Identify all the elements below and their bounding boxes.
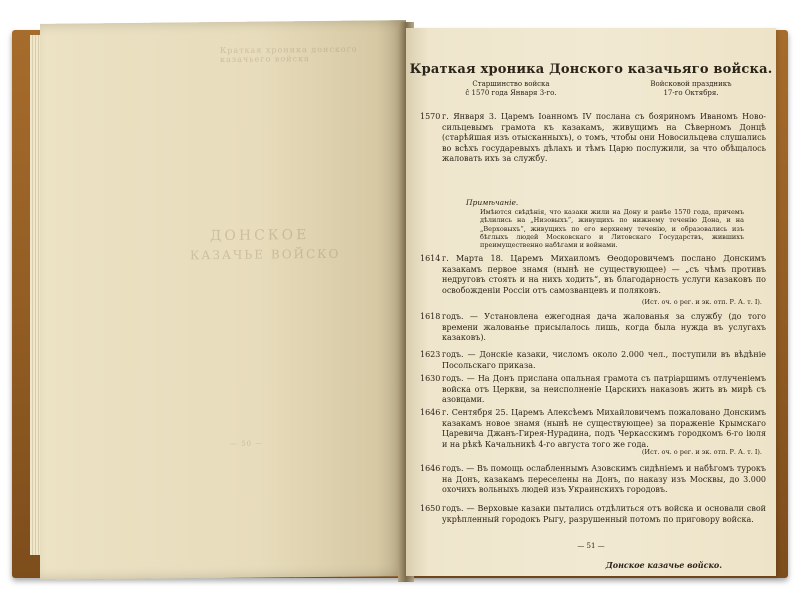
entry-year: 1623 [420, 350, 441, 359]
entry-year: 1646 [420, 464, 441, 473]
source-citation: (Ист. оч. о рег. и эк. отп. Р. А. т. I). [641, 448, 762, 456]
ghost-header: Краткая хроника донского казачьего войска [220, 44, 358, 65]
ghost-title-1: ДОНСКОЕ [210, 227, 310, 245]
entry-text: годъ. — Установлена ежегодная дача жалованья за службу (до того времени жалованье присылалось лишь, когда была нужда въ услугахъ казаковъ). [442, 312, 766, 342]
entry-text: г. Января 3. Царемъ Іоанномъ IV послана съ бояриномъ Иваномъ Ново-сильцевымъ грамота къ казакамъ, живущимъ на Сѣверномъ Донцѣ (старѣйшая изъ отысканныхъ), о томъ, чтобы они Новосильцева слушались во всѣхъ государевыхъ дѣлахъ и тѣмъ Царю послужили, за что обѣщалось жаловать ихъ за службу. [442, 112, 766, 163]
entry-year: 1618 [420, 312, 441, 321]
ghost-page-number: — 50 — [230, 439, 264, 448]
seniority-subheading: Старшинство войска с̂ 1570 года Января 3-го. [465, 80, 557, 97]
entry-year: 1650 [420, 504, 441, 513]
chronicle-entry [420, 374, 766, 406]
chronicle-entry [420, 504, 766, 525]
entry-year: 1630 [420, 374, 441, 383]
left-page [40, 20, 406, 580]
entry-text: г. Марта 18. Царемъ Михаиломъ Өеодоровичемъ послано Донскимъ казакамъ первое знамя (нынѣ не существующее) — „съ чѣмъ противъ недруговъ стоять и на нихъ ходить“, въ благодарность услуги казаковъ по освобожденіи Россіи отъ самозванцевъ и поляковъ. [442, 254, 766, 295]
running-footer: Донское казачье войско. [605, 560, 722, 570]
entry-text: годъ. — Верховые казаки пытались отдѣлиться отъ войска и основали свой укрѣпленный городокъ Рыгу, разрушенный потомъ по приговору войска. [442, 504, 766, 524]
chronicle-entry [420, 254, 766, 296]
entry-year: 1570 [420, 112, 441, 121]
chronicle-entry [420, 350, 766, 371]
holiday-subheading: Войсковой праздникъ 17-го Октября. [650, 80, 732, 97]
entry-text: г. Сентября 25. Царемъ Алексѣемъ Михайловичемъ пожаловано Донскимъ казакамъ новое знамя (нынѣ не существующее) за пораженіе Крымскаго Царевича Джанъ-Гирея-Нурадина, подъ Черкасскимъ городкомъ 6-го іюля и на рѣкѣ Качальникѣ 4-го августа того же года. [442, 408, 766, 449]
entry-text: годъ. — Донскіе казаки, числомъ около 2.000 чел., поступили въ вѣдѣніе Посольскаго приказа. [442, 350, 766, 370]
ghost-title-2: КАЗАЧЬЕ ВОЙСКО [190, 246, 341, 263]
page-title: Краткая хроника Донского казачьяго войска. [409, 62, 773, 77]
chronicle-entry [420, 408, 766, 450]
entry-year: 1614 [420, 254, 441, 263]
note-heading: Примѣчаніе. [466, 198, 519, 207]
entry-year: 1646 [420, 408, 441, 417]
chronicle-entry [420, 312, 766, 344]
chronicle-entry [420, 464, 766, 496]
page-number: — 51 — [577, 542, 605, 550]
source-citation: (Ист. оч. о рег. и эк. отп. Р. А. т. I). [641, 298, 762, 306]
note-text: Имѣются свѣдѣнія, что казаки жили на Дону и ранѣе 1570 года, причемъ дѣлились на „Низовыхъ“, живущихъ по нижнему теченію Дона, и на „Верховыхъ“, живущихъ по его верхнему теченію, и образовались изъ бѣглыхъ людей Московскаго и Литовскаго Государствъ, жившихъ преимущественно набѣгами и войнами. [480, 208, 744, 250]
chronicle-entry [420, 112, 766, 165]
entry-text: годъ. — Въ помощь ослабленнымъ Азовскимъ сидѣніемъ и набѣгомъ турокъ на Донъ, казакамъ переселены на Донъ, по наказу изъ Москвы, до 3.000 охочихъ вольныхъ людей изъ Украинскихъ городовъ. [442, 464, 766, 494]
entry-text: годъ. — На Донъ прислана опальная грамота съ патріаршимъ отлученіемъ войска отъ Церкви, за неисполненіе Царскихъ наказовъ жить въ мирѣ съ азовцами. [442, 374, 766, 404]
right-page [406, 28, 776, 576]
